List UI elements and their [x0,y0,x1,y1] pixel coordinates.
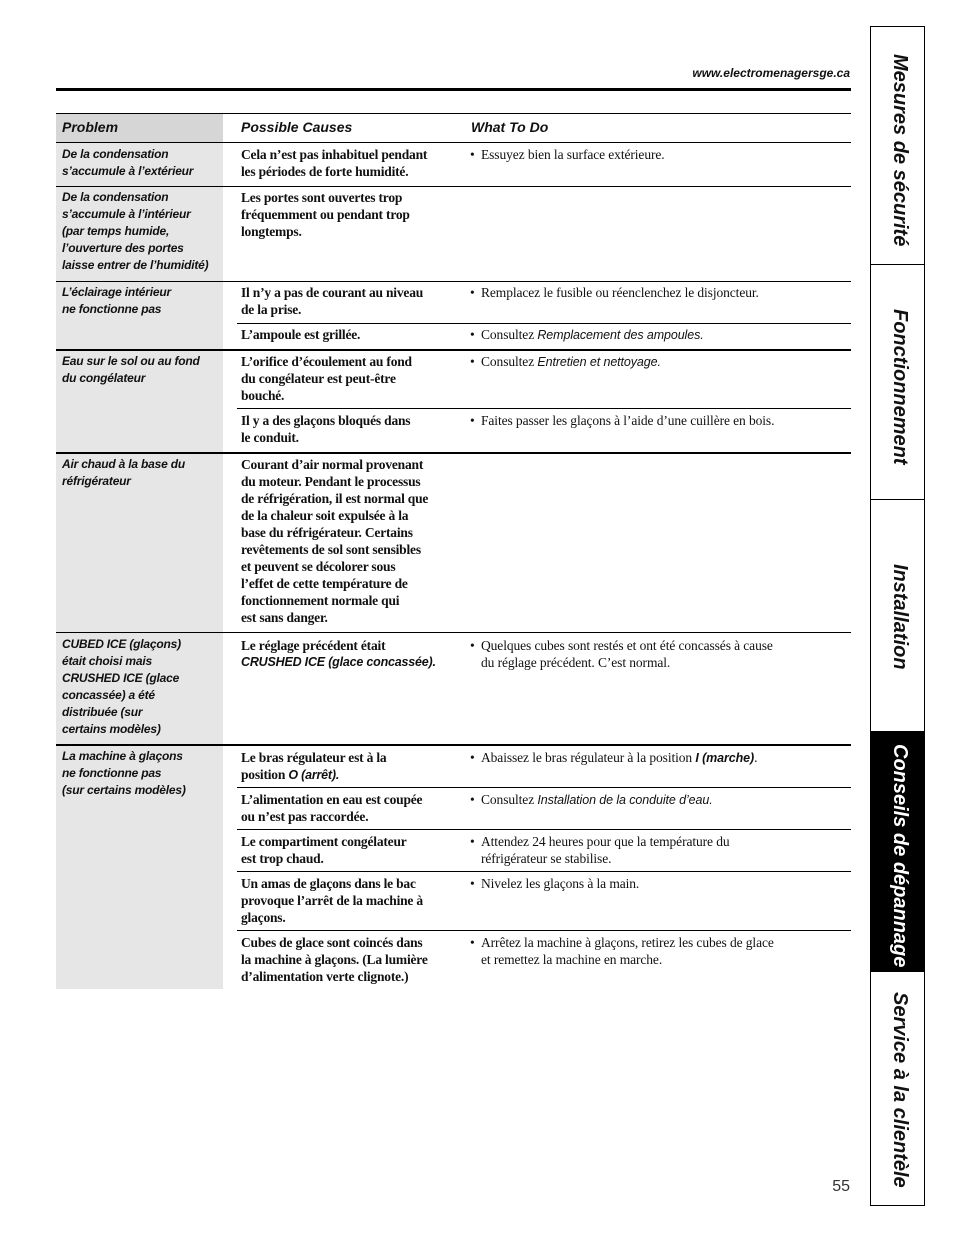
problem-cell: L’éclairage intérieur ne fonctionne pas [56,282,223,349]
cause-cell: Le compartiment congélateur est trop chaud. [241,834,407,866]
cause-cell: L’orifice d’écoulement au fond du congélateur est peut-être bouché. [241,354,412,403]
cause-cell: Courant d’air normal provenant du moteur. Pendant le processus de réfrigération, il est normal que de la chaleur soit expulsée à la base du réfrigérateur. Certains revêtements de sol sont sensibles et peuvent se décolorer sous l’effet de cette température de fonctionnement normale qui est sans danger. [241,457,429,625]
reference-link[interactable]: Installation de la conduite d’eau. [537,793,713,807]
sub-row-rule [237,930,851,931]
todo-cell: • Essuyez bien la surface extérieure. [470,147,665,162]
cause-cell: L’ampoule est grillée. [241,327,361,342]
cause-cell: Les portes sont ouvertes trop fréquemment ou pendant trop longtemps. [241,190,410,239]
tab-mesures-de-securite[interactable]: Mesures de sécurité [871,27,924,265]
cause-cell: L’alimentation en eau est coupée ou n’est pas raccordée. [241,792,423,824]
cause-cell: Un amas de glaçons dans le bac provoque l’arrêt de la machine à glaçons. [241,876,423,925]
problem-cell: CUBED ICE (glaçons) était choisi mais CRUSHED ICE (glace concassée) a été distribuée (sur certains modèles) [56,633,223,744]
problem-cell: Air chaud à la base du réfrigérateur [56,454,223,632]
cause-cell: Cela n’est pas inhabituel pendant les périodes de forte humidité. [241,147,428,179]
tab-conseils-de-depannage[interactable]: Conseils de dépannage [871,732,924,972]
tab-service-a-la-clientele[interactable]: Service à la clientèle [889,992,911,1188]
header-top-rule [56,113,851,114]
reference-link[interactable]: Remplacement des ampoules. [537,328,704,342]
todo-cell: • Consultez Entretien et nettoyage. [470,354,661,369]
todo-cell: • Attendez 24 heures pour que la température du réfrigérateur se stabilise. [470,834,730,866]
todo-cell: • Consultez Installation de la conduite d’eau. [470,792,713,807]
section-sidebar [870,26,925,1206]
problem-cell: De la condensation s’accumule à l’extérieur [56,143,223,186]
cause-cell: Le réglage précédent était CRUSHED ICE (glace concassée). [241,638,436,669]
todo-cell: • Arrêtez la machine à glaçons, retirez les cubes de glace et remettez la machine en marche. [470,935,774,967]
website-url[interactable]: www.electromenagersge.ca [692,66,850,80]
header-problem: Problem [56,113,223,142]
problem-cell: Eau sur le sol ou au fond du congélateur [56,351,223,452]
cause-cell: Cubes de glace sont coincés dans la machine à glaçons. (La lumière d’alimentation verte clignote.) [241,935,428,984]
sub-row-rule [237,787,851,788]
todo-cell: • Abaissez le bras régulateur à la position I (marche). [470,750,758,765]
todo-cell: • Nivelez les glaçons à la main. [470,876,640,891]
page-number: 55 [832,1178,850,1195]
header-todo: What To Do [471,119,549,135]
sub-row-rule [237,829,851,830]
todo-cell: • Remplacez le fusible ou réenclenchez le disjoncteur. [470,285,759,300]
cause-cell: Le bras régulateur est à la position O (arrêt). [241,750,387,782]
sub-row-rule [237,871,851,872]
todo-cell: • Faites passer les glaçons à l’aide d’une cuillère en bois. [470,413,775,428]
tab-installation[interactable]: Installation [871,500,924,732]
tab-fonctionnement[interactable]: Fonctionnement [871,265,924,500]
sub-row-rule [237,323,851,324]
cause-cell: Il y a des glaçons bloqués dans le conduit. [241,413,411,445]
cause-cell: Il n’y a pas de courant au niveau de la prise. [241,285,424,317]
sub-row-rule [237,408,851,409]
top-rule [56,88,851,91]
header-causes: Possible Causes [241,119,353,135]
problem-cell: La machine à glaçons ne fonctionne pas (sur certains modèles) [56,746,223,989]
reference-link[interactable]: Entretien et nettoyage. [537,355,661,369]
problem-cell: De la condensation s’accumule à l’intérieur (par temps humide, l’ouverture des portes laisse entrer de l’humidité) [56,187,223,281]
todo-cell: • Consultez Remplacement des ampoules. [470,327,704,342]
todo-cell: • Quelques cubes sont restés et ont été concassés à cause du réglage précédent. C’est normal. [470,638,773,670]
